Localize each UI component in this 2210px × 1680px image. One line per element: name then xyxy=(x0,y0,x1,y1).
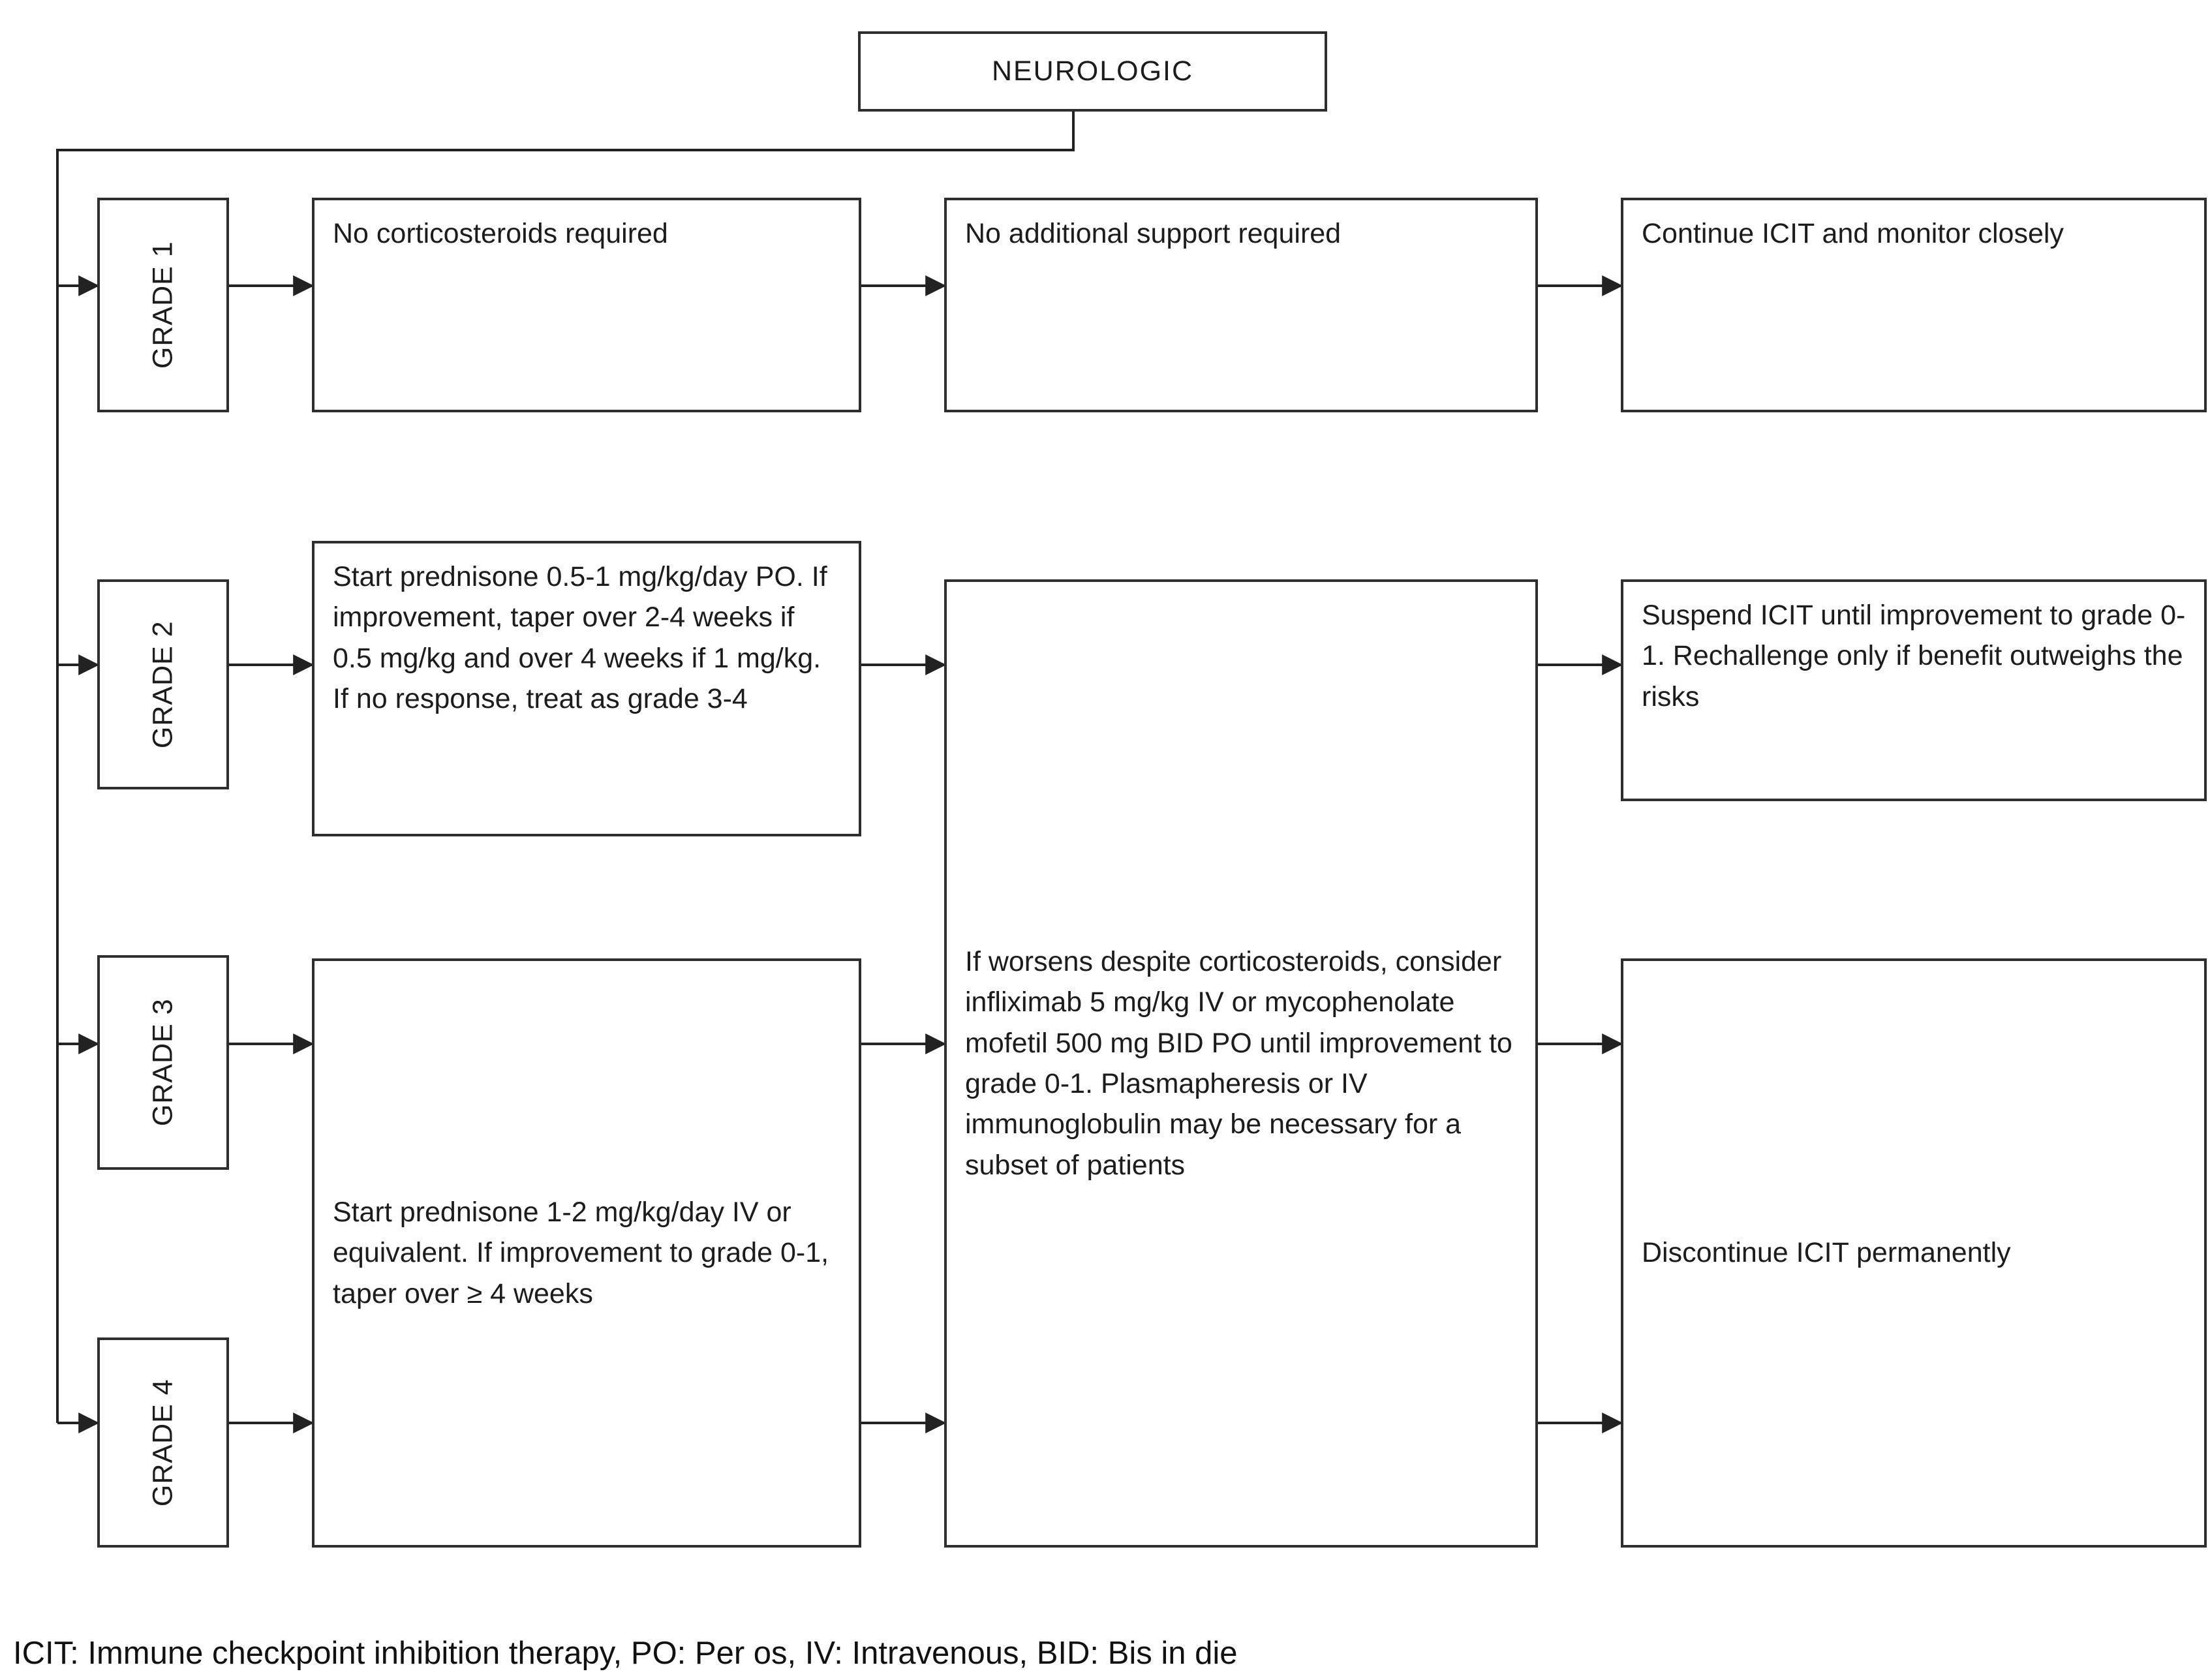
node-outcome-grade-2 xyxy=(1621,579,2207,801)
treatment-grade-2-text: Start prednisone 0.5-1 mg/kg/day PO. If improvement, taper over 2-4 weeks if 0.5 mg/kg and over 4 weeks if 1 mg/kg. If no response, treat as grade 3-4 xyxy=(333,561,827,715)
outcome-grade-1-text: Continue ICIT and monitor closely xyxy=(1642,218,2064,249)
outcome-grade-2-text: Suspend ICIT until improvement to grade 0-1. Rechallenge only if benefit outweighs the risks xyxy=(1642,600,2186,712)
treatment-grade-3-4-text: Start prednisone 1-2 mg/kg/day IV or equivalent. If improvement to grade 0-1, taper over ≥ 4 weeks xyxy=(333,1196,829,1309)
node-neurologic-label: NEUROLOGIC xyxy=(991,55,1194,87)
node-support-grade-2-4 xyxy=(944,579,1538,1548)
grade-1-label: GRADE 1 xyxy=(147,241,179,369)
node-neurologic xyxy=(858,31,1327,112)
grade-2-label: GRADE 2 xyxy=(147,620,179,748)
legend-text: ICIT: Immune checkpoint inhibition therapy, PO: Per os, IV: Intravenous, BID: Bis in die xyxy=(13,1636,1238,1671)
node-treatment-grade-3-4 xyxy=(312,958,861,1548)
node-grade-1 xyxy=(97,198,229,412)
treatment-grade-1-text: No corticosteroids required xyxy=(333,218,668,249)
grade-3-label: GRADE 3 xyxy=(147,998,179,1127)
node-treatment-grade-1 xyxy=(312,198,861,412)
support-grade-2-4-text: If worsens despite corticosteroids, consider infliximab 5 mg/kg IV or mycophenolate mofetil 500 mg BID PO until improvement to grade 0-1. Plasmapheresis or IV immunoglobulin may be necessary for a subset of patients xyxy=(965,945,1512,1181)
node-outcome-grade-1 xyxy=(1621,198,2207,412)
support-grade-1-text: No additional support required xyxy=(965,218,1342,249)
node-grade-4 xyxy=(97,1337,229,1548)
node-outcome-grade-3-4 xyxy=(1621,958,2207,1548)
grade-4-label: GRADE 4 xyxy=(147,1379,179,1506)
node-treatment-grade-2 xyxy=(312,541,861,836)
outcome-grade-3-4-text: Discontinue ICIT permanently xyxy=(1642,1237,2011,1269)
node-grade-3 xyxy=(97,955,229,1170)
node-grade-2 xyxy=(97,579,229,789)
node-support-grade-1 xyxy=(944,198,1538,412)
